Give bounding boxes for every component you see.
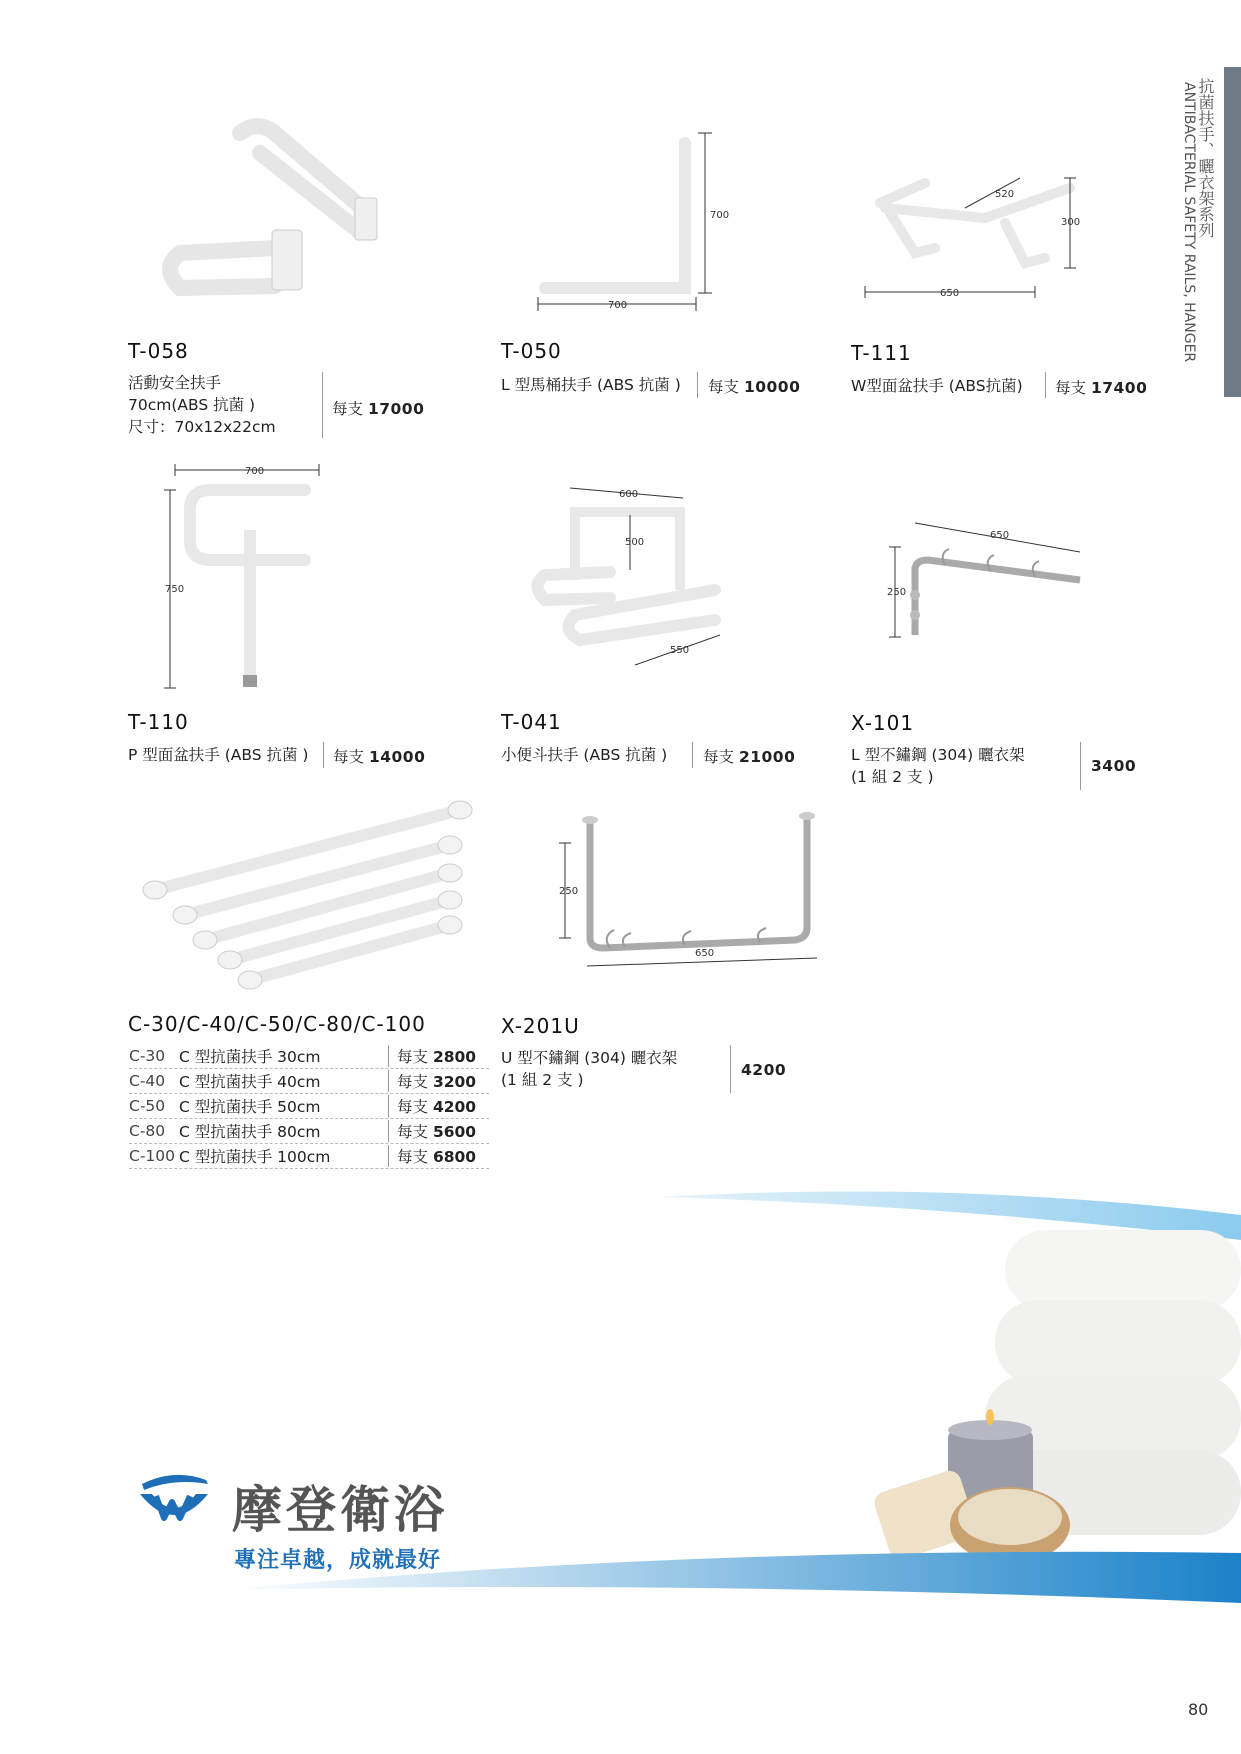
t111-dim-a: 520 (995, 189, 1015, 200)
cseries-price: 每支 3200 (388, 1070, 489, 1092)
x101-desc-line1: L 型不鏽鋼 (304) 曬衣架 (851, 746, 1025, 764)
sidebar-title-cn: 抗菌扶手、曬衣架系列 (1196, 78, 1215, 238)
t041-image (515, 480, 745, 680)
t110-price: 每支 14000 (333, 748, 426, 766)
cseries-row (129, 1069, 489, 1094)
t111-divider (1045, 372, 1046, 398)
t058-desc-line1: 活動安全扶手 (128, 374, 222, 392)
t041-dim-b: 500 (625, 537, 645, 548)
x101-code: X-101 (851, 711, 915, 735)
cseries-price: 每支 2800 (388, 1045, 489, 1067)
cseries-row (129, 1044, 489, 1069)
t111-dim-c: 650 (940, 288, 960, 299)
t058-divider (322, 372, 323, 438)
cseries-price: 每支 6800 (388, 1145, 489, 1167)
x201u-dim-w: 650 (695, 948, 715, 959)
page-number: 80 (1188, 1700, 1209, 1719)
t110-divider (323, 742, 324, 768)
t110-image (155, 460, 335, 692)
bottom-decoration (0, 1185, 1241, 1605)
t058-code: T-058 (128, 339, 189, 363)
t110-dim-w: 700 (245, 466, 265, 477)
cseries-name: C 型抗菌扶手 30cm (179, 1048, 321, 1066)
brand-logo-icon (134, 1470, 214, 1538)
cseries-name: C 型抗菌扶手 40cm (179, 1073, 321, 1091)
t111-dim-b: 300 (1061, 217, 1080, 228)
t058-price: 每支 17000 (332, 400, 425, 418)
cseries-row (129, 1119, 489, 1144)
t110-dim-h: 750 (165, 584, 185, 595)
t111-price: 每支 17400 (1055, 379, 1148, 397)
cseries-row (129, 1144, 489, 1169)
t110-code: T-110 (128, 710, 189, 734)
cseries-model: C-100 (129, 1147, 176, 1165)
x101-divider (1080, 742, 1081, 790)
cseries-row (129, 1094, 489, 1119)
cseries-model: C-80 (129, 1122, 166, 1140)
cseries-model: C-30 (129, 1047, 166, 1065)
t050-name: L 型馬桶扶手 (ABS 抗菌 ) (501, 376, 681, 394)
x201u-price: 4200 (741, 1061, 787, 1079)
x201u-divider (730, 1045, 731, 1093)
x201u-dim-h: 250 (559, 886, 579, 897)
cseries-code: C-30/C-40/C-50/C-80/C-100 (128, 1012, 426, 1036)
cseries-price: 每支 4200 (388, 1095, 489, 1117)
t111-image (855, 168, 1080, 308)
brand-name: 摩登衛浴 (232, 1481, 448, 1539)
sidebar-tab (1224, 67, 1241, 397)
sidebar-title-en: ANTIBACTERIAL SAFETY RAILS, HANGER (1181, 82, 1197, 363)
t041-dim-c: 550 (670, 645, 690, 656)
x101-image (870, 515, 1090, 645)
cseries-table (129, 1044, 489, 1169)
t050-divider (697, 372, 698, 398)
x201u-desc-line2: (1 組 2 支 ) (501, 1071, 584, 1089)
x101-price: 3400 (1091, 757, 1137, 775)
t058-desc-line3: 尺寸：70x12x22cm (128, 418, 276, 436)
t050-dim-h: 700 (710, 210, 730, 221)
cseries-name: C 型抗菌扶手 80cm (179, 1123, 321, 1141)
cseries-name: C 型抗菌扶手 50cm (179, 1098, 321, 1116)
t050-code: T-050 (501, 339, 562, 363)
x101-dim-h: 250 (887, 587, 907, 598)
x201u-desc-line1: U 型不鏽鋼 (304) 曬衣架 (501, 1049, 678, 1067)
t058-desc-line2: 70cm(ABS 抗菌 ) (128, 396, 256, 414)
t058-image (150, 118, 390, 318)
t041-divider (692, 742, 693, 768)
cseries-price: 每支 5600 (388, 1120, 489, 1142)
cseries-name: C 型抗菌扶手 100cm (179, 1148, 331, 1166)
x101-dim-w: 650 (990, 530, 1010, 541)
x201u-code: X-201U (501, 1014, 580, 1038)
t050-image (530, 128, 740, 318)
t041-price: 每支 21000 (703, 748, 796, 766)
cseries-model: C-50 (129, 1097, 166, 1115)
cseries-model: C-40 (129, 1072, 166, 1090)
x101-desc-line2: (1 組 2 支 ) (851, 768, 934, 786)
t041-name: 小便斗扶手 (ABS 抗菌 ) (501, 746, 668, 764)
x201u-image (555, 808, 835, 978)
t041-code: T-041 (501, 710, 562, 734)
brand-slogan: 專注卓越，成就最好 (234, 1548, 442, 1573)
t050-dim-w: 700 (608, 300, 628, 311)
cseries-image (135, 790, 495, 1000)
t111-name: W型面盆扶手 (ABS抗菌) (851, 377, 1023, 395)
t041-dim-a: 600 (619, 489, 639, 500)
t050-price: 每支 10000 (708, 378, 801, 396)
t110-name: P 型面盆扶手 (ABS 抗菌 ) (128, 746, 309, 764)
t111-code: T-111 (851, 341, 912, 365)
